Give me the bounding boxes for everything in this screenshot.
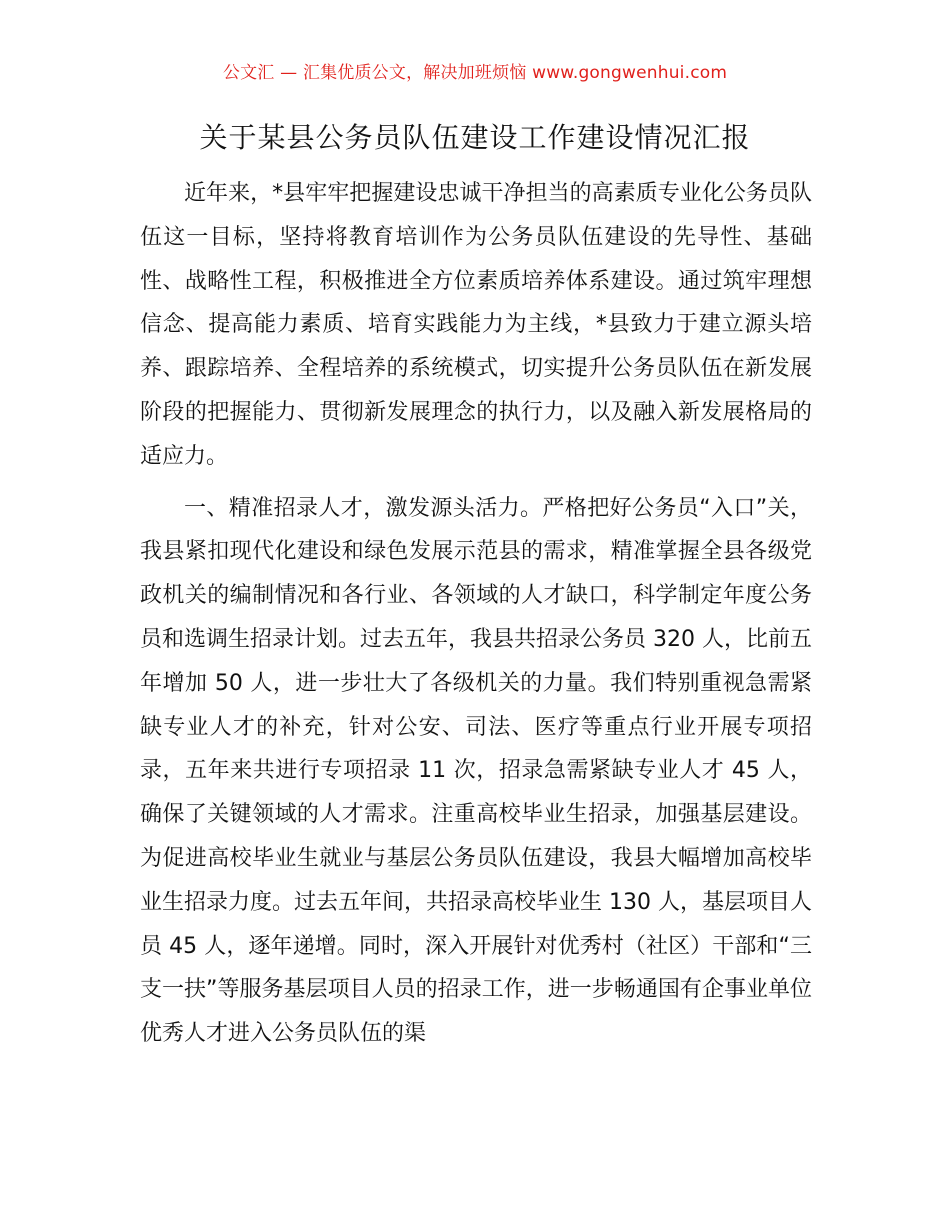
paragraph-section-one: 一、精准招录人才，激发源头活力。严格把好公务员“入口”关，我县紧扣现代化建设和绿色发展示范县的需求，精准掌握全县各级党政机关的编制情况和各行业、各领域的人才缺口，科学制定年度公务员和选调生招录计划。过去五年，我县共招录公务员 320 人，比前五年增加 50 人，进一步壮大了各级机关的力量。我们特别重视急需紧缺专业人才的补充，针对公安、司法、医疗等重点行业开展专项招录，五年来共进行专项招录 11 次，招录急需紧缺专业人才 45 人，确保了关键领域的人才需求。注重高校毕业生招录，加强基层建设。为促进高校毕业生就业与基层公务员队伍建设，我县大幅增加高校毕业生招录力度。过去五年间，共招录高校毕业生 130 人，基层项目人员 45 人，逐年递增。同时，深入开展针对优秀村（社区）干部和“三支一扶”等服务基层项目人员的招录工作，进一步畅通国有企事业单位优秀人才进入公务员队伍的渠	[140, 495, 812, 1047]
document-body	[140, 172, 812, 1064]
paragraph-intro: 近年来，*县牢牢把握建设忠诚干净担当的高素质专业化公务员队伍这一目标，坚持将教育培训作为公务员队伍建设的先导性、基础性、战略性工程，积极推进全方位素质培养体系建设。通过筑牢理想信念、提高能力素质、培育实践能力为主线，*县致力于建立源头培养、跟踪培养、全程培养的系统模式，切实提升公务员队伍在新发展阶段的把握能力、贯彻新发展理念的执行力，以及融入新发展格局的适应力。	[140, 181, 812, 469]
site-banner: 公文汇 — 汇集优质公文，解决加班烦恼 www.gongwenhui.com	[222, 63, 728, 83]
document-title: 关于某县公务员队伍建设工作建设情况汇报	[199, 121, 751, 154]
